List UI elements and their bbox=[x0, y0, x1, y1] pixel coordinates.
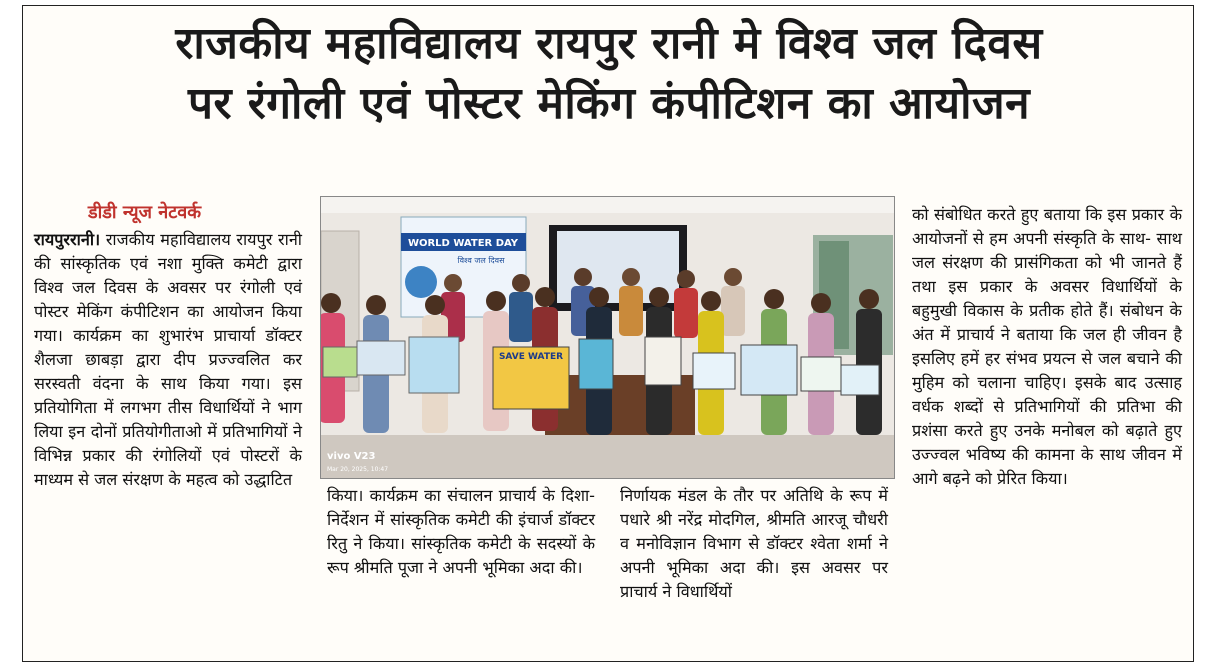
ceiling bbox=[321, 197, 894, 213]
event-photo-illustration bbox=[321, 197, 894, 478]
banner-subtitle: विश्व जल दिवस bbox=[457, 256, 505, 265]
article-column-3: निर्णायक मंडल के तौर पर अतिथि के रूप में पधारे श्री नरेंद्र मोदगिल, श्रीमति आरजू चौधरी व मनोविज्ञान विभाग से डॉक्टर श्वेता शर्मा ने अपनी भूमिका अदा की। इस अवसर पर प्राचार्य ने विधार्थियों bbox=[620, 486, 888, 601]
headline-line-1: राजकीय महाविद्यालय रायपुर रानी मे विश्व जल दिवस bbox=[175, 18, 1043, 69]
globe-icon bbox=[405, 266, 437, 298]
headline-line-2: पर रंगोली एवं पोस्टर मेकिंग कंपीटिशन का आयोजन bbox=[187, 78, 1031, 129]
poster-text: SAVE WATER bbox=[498, 352, 564, 362]
headline bbox=[34, 14, 1184, 134]
article-column-2: किया। कार्यक्रम का संचालन प्राचार्य के दिशा-निर्देशन में सांस्कृतिक कमेटी की इंचार्ज डॉक्टर रितु ने किया। सांस्कृतिक कमेटी के सदस्यों के रूप श्रीमति पूजा ने अपनी भूमिका अदा की। bbox=[327, 486, 595, 577]
banner-title: WORLD WATER DAY bbox=[407, 238, 519, 249]
event-photo bbox=[320, 196, 895, 479]
byline: डीडी न्यूज नेटवर्क bbox=[88, 202, 202, 223]
dateline: रायपुररानी। bbox=[34, 230, 101, 249]
article-column-1 bbox=[34, 228, 302, 648]
article-column-1-text: राजकीय महाविद्यालय रायपुर रानी की सांस्कृतिक एवं नशा मुक्ति कमेटी द्वारा विश्व जल दिवस के अवसर पर रंगोली एवं पोस्टर मेकिंग कंपीटिशन का आयोजन किया गया। कार्यक्रम का शुभारंभ प्राचार्या डॉक्टर शैलजा छाबड़ा द्वारा दीप प्रज्ज्वलित कर सरस्वती वंदना के साथ किया गया। इस प्रतियोगिता में लगभग तीस विधार्थियों ने भाग लिया इन दोनों प्रतियोगीताओ में प्रतिभागियों ने विभिन्न प्रकार की रंगोलियों एवं पोस्टरों के माध्यम से जल संरक्षण के महत्व को उद्धाटित bbox=[34, 230, 302, 489]
camera-date-watermark: Mar 20, 2025, 10:47 bbox=[327, 466, 389, 473]
camera-model-watermark: vivo V23 bbox=[327, 451, 376, 462]
article-column-4: को संबोधित करते हुए बताया कि इस प्रकार के आयोजनों से हम अपनी संस्कृति के साथ- साथ जल संरक्षण की प्रासंगिकता को भी जानते हैं तथा इस प्रकार के अवसर विधार्थियों के बहुमुखी विकास के प्रतीक होते हैं। संबोधन के अंत में प्राचार्य ने बताया कि जल ही जीवन है इसलिए हमें हर संभव प्रयत्न से जल बचाने की मुहिम को चलाना चाहिए। इसके बाद उत्साह वर्धक शब्दों से प्रतिभागियों की प्रतिभा की प्रशंसा करते हुए उनके मनोबल को बढ़ाते हुए उज्ज्वल भविष्य की कामना के साथ जीवन में आगे बढ़ने को प्रेरित किया। bbox=[912, 205, 1182, 488]
floor bbox=[321, 435, 894, 478]
